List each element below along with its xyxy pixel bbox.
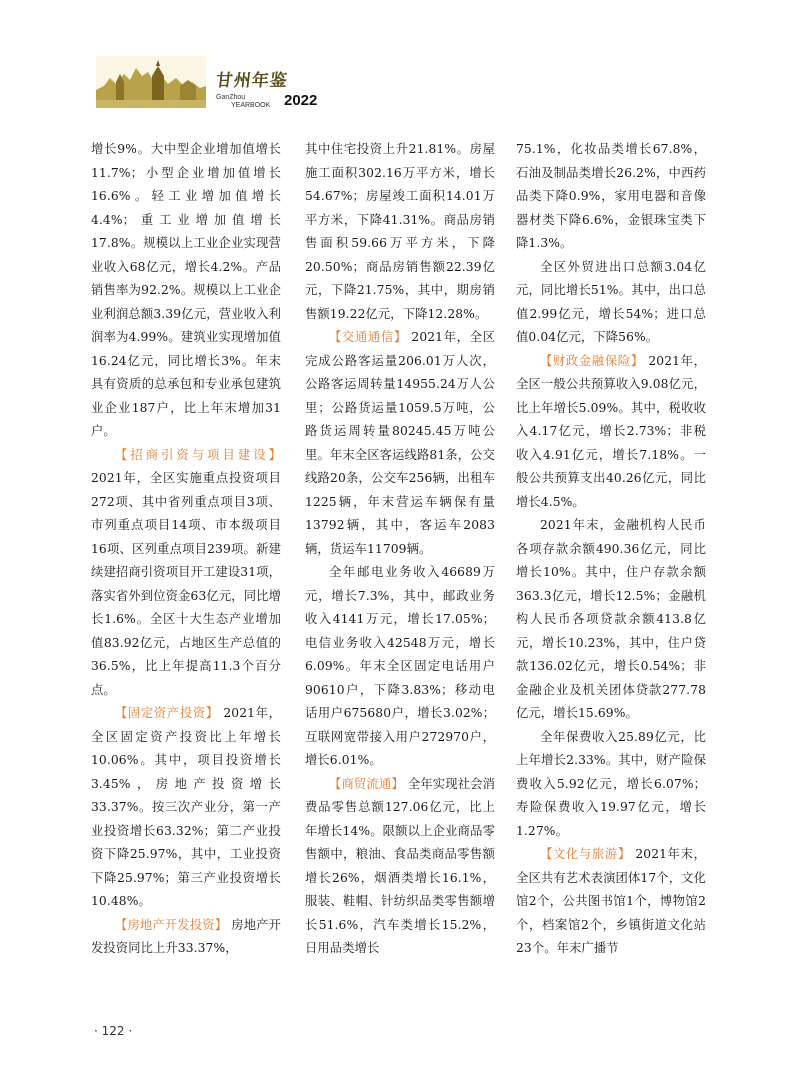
column-3 (516, 138, 706, 961)
section-title: 【房地产开发投资】 (115, 917, 228, 932)
section-title: 【招商引资与项目建设】 (115, 447, 281, 462)
paragraph: 全年保费收入25.89亿元，比上年增长2.33%。其中，财产险保费收入5.92亿元，增长6.07%；寿险保费收入19.97亿元，增长1.27%。 (516, 729, 706, 838)
logo-year: 2022 (284, 92, 318, 109)
section-title: 【固定资产投资】 (115, 706, 219, 720)
column-1 (91, 138, 281, 961)
logo-title: 甘州年鉴 (214, 71, 289, 91)
section-text: 2021年末，全区共有艺术表演团体17个，文化馆2个，公共图书馆1个，博物馆2个，档案馆2个，乡镇街道文化站23个。年末广播节 (516, 847, 706, 955)
paragraph: 增长9%。大中型企业增加值增长11.7%；小型企业增加值增长16.6%。轻工业增加值增长4.4%；重工业增加值增长17.8%。规模以上工业企业实现营业收入68亿元，增长4.2%。产品销售率为92.2%。规模以上工业企业利润总额3.39亿元，营业收入利润率为4.99%。建筑业实现增加值16.24亿元，同比增长3%。年末具有资质的总承包和专业承包建筑业企业187户，比上年末增加31户。 (91, 142, 281, 438)
paragraph: 75.1%，化妆品类增长67.8%，石油及制品类增长26.2%，中西药品类下降0.9%，家用电器和音像器材类下降6.6%，金银珠宝类下降1.3%。 (516, 142, 706, 250)
section-title: 【文化与旅游】 (540, 847, 631, 861)
paragraph: 全年邮电业务收入46689万元，增长7.3%，其中，邮政业务收入4141万元，增长17.05%；电信业务收入42548万元，增长6.09%。年末全区固定电话用户90610户，下降3.83%；移动电话用户675680户，增长3.02%；互联网宽带接入用户272970户，增长6.01%。 (305, 565, 495, 767)
logo-en-ganzhou: GanZhou (216, 94, 246, 101)
section-text: 2021年，全区完成公路客运量206.01万人次，公路客运周转量14955.24万人公里；公路货运量1059.5万吨，公路货运周转量80245.45万吨公里。年末全区客运线路81条，公交线路20条，公交车256辆，出租车1225辆，年末营运车辆保有量13792辆，其中，客运车2083辆，货运车11709辆。 (305, 330, 495, 556)
section-title: 【财政金融保险】 (540, 353, 644, 368)
header-banner-image (96, 56, 206, 108)
section-title: 【交通通信】 (329, 330, 407, 344)
logo-en-yearbook: YEARBOOK (231, 102, 271, 109)
section-title: 【商贸流通】 (329, 776, 404, 791)
paragraph: 全区外贸进出口总额3.04亿元，同比增长51%。其中，出口总值2.99亿元，增长54%；进口总值0.04亿元，下降56%。 (516, 259, 706, 344)
section-text: 2021年，全区固定资产投资比上年增长10.06%。其中，项目投资增长3.45%，房地产投资增长33.37%。按三次产业分，第一产业投资增长63.32%；第二产业投资下降25.97%，其中，工业投资下降25.97%；第三产业投资增长10.48%。 (91, 706, 281, 908)
section-finance-insurance (516, 350, 706, 515)
section-text: 2021年，全区一般公共预算收入9.08亿元，比上年增长5.09%。其中，税收收入4.17亿元，增长2.73%；非税收入4.91亿元，增长7.18%。一般公共预算支出40.26亿元，同比增长4.5%。 (516, 353, 706, 509)
paragraph: 其中住宅投资上升21.81%。房屋施工面积302.16万平方米，增长54.67%；房屋竣工面积14.01万平方米，下降41.31%。商品房销售面积59.66万平方米，下降20.50%；商品房销售额22.39亿元，下降21.75%，其中，期房销售额19.22亿元，下降12.28%。 (305, 142, 495, 321)
column-2 (305, 138, 495, 961)
section-text: 全年实现社会消费品零售总额127.06亿元，比上年增长14%。限额以上企业商品零售额中，粮油、食品类商品零售额增长26%，烟酒类增长16.1%，服装、鞋帽、针纺织品类零售额增长51.6%，汽车类增长15.2%，日用品类增长 (305, 776, 496, 955)
page-header (96, 56, 336, 116)
section-text: 房地产开发投资同比上升33.37%， (91, 917, 282, 955)
paragraph: 2021年末，金融机构人民币各项存款余额490.36亿元，同比增长10%。其中，住户存款余额363.3亿元，增长12.5%；金融机构人民币各项贷款余额413.8亿元，增长10.23%，其中，住户贷款136.02亿元，增长0.54%；非金融企业及机关团体贷款277.78亿元，增长15.69%。 (516, 518, 706, 720)
section-culture-tourism (516, 843, 706, 961)
section-real-estate (91, 914, 281, 961)
section-text: 2021年，全区实施重点投资项目272项、其中省列重点项目3项、市列重点项目14项、市本级项目16项、区列重点项目239项。新建续建招商引资项目开工建设31项，落实省外到位资金63亿元，同比增长1.6%。全区十大生态产业增加值83.92亿元，占地区生产总值的36.5%，比上年提高11.3个百分点。 (91, 471, 281, 697)
section-fixed-asset-investment (91, 702, 281, 914)
section-transport-communication (305, 326, 495, 561)
section-investment-projects (91, 444, 281, 703)
page-number: · 122 · (94, 1024, 133, 1038)
section-commerce (305, 773, 495, 961)
